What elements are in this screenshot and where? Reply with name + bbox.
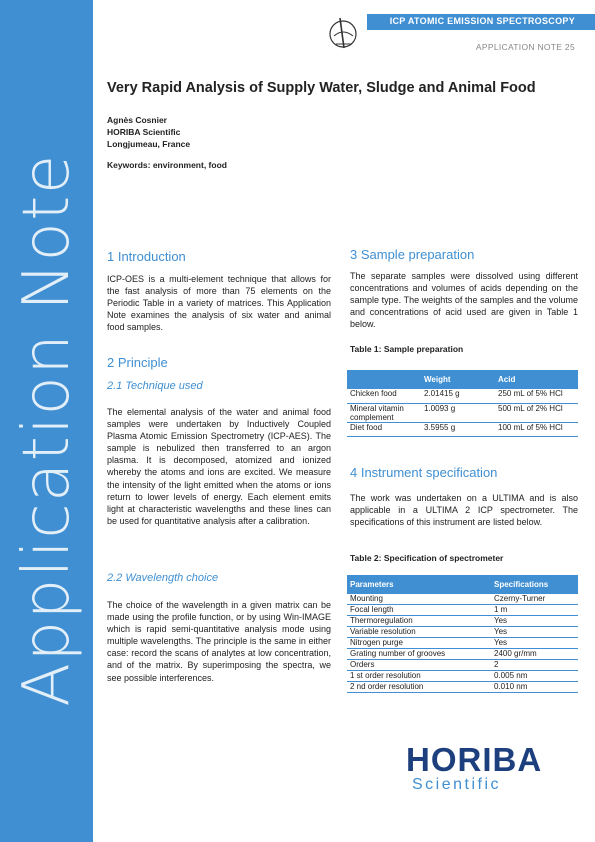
sample-paragraph xyxy=(350,270,578,330)
author-location: Longjumeau, France xyxy=(107,139,191,149)
table-cell: Yes xyxy=(491,616,578,627)
horiba-logo xyxy=(406,743,576,793)
table-sample-preparation xyxy=(347,370,578,437)
table-cell: Yes xyxy=(491,638,578,649)
table-row xyxy=(347,404,578,423)
vertical-title: Application Note xyxy=(10,153,84,707)
table1-header: Weight xyxy=(421,370,495,389)
heading-introduction: 1 Introduction xyxy=(107,249,186,264)
table-cell: Variable resolution xyxy=(347,627,491,638)
series-label: ICP ATOMIC EMISSION SPECTROSCOPY xyxy=(389,16,575,26)
table-cell: 2.01415 g xyxy=(421,389,495,404)
table-row xyxy=(347,389,578,404)
table-row xyxy=(347,682,578,693)
table-cell: Yes xyxy=(491,627,578,638)
note-number: APPLICATION NOTE 25 xyxy=(475,42,575,52)
table-cell: 0.005 nm xyxy=(491,671,578,682)
horiba-mark-icon xyxy=(326,14,362,52)
table-cell: 100 mL of 5% HCl xyxy=(495,423,578,437)
author-block xyxy=(107,114,190,150)
instrument-paragraph xyxy=(350,492,578,528)
author-company: HORIBA Scientific xyxy=(107,127,181,137)
table-cell: 1 m xyxy=(491,605,578,616)
technique-paragraph xyxy=(107,406,331,527)
table-row xyxy=(347,423,578,437)
table2-caption: Table 2: Specification of spectrometer xyxy=(350,553,504,563)
table-cell: 250 mL of 5% HCl xyxy=(495,389,578,404)
table-cell: 2400 gr/mm xyxy=(491,649,578,660)
table-cell: Chicken food xyxy=(347,389,421,404)
wavelength-paragraph xyxy=(107,599,331,684)
table-row xyxy=(347,638,578,649)
wavelength-text: The choice of the wavelength in a given matrix can be made using the profile function, or by using Win-IMAGE which is rapid semi-quantitative analysis mode using multiple wavelengths. The principle is the same in either case: record the scans of analytes at low concentration, and of the matrix. By superimposing the spectra, we see possible interferences. xyxy=(107,600,331,683)
technique-text: The elemental analysis of the water and animal food samples were undertaken by Inductively Coupled Plasma Atomic Emission Spectrometry (ICP-AES). The sample is nebulized then transferred to an argon plasma. It is decomposed, atomized and ionized whereby the atoms and ions are excited. We measure the intensity of the light emitted when the atoms or ions return to lower levels of energy. Each element emits light at characteristic wavelengths and these lines can be used for quantitative analysis after a calibration. xyxy=(107,407,331,526)
table-row xyxy=(347,660,578,671)
table1-caption: Table 1: Sample preparation xyxy=(350,344,464,354)
table1-header: Acid xyxy=(495,370,578,389)
table-cell: 2 nd order resolution xyxy=(347,682,491,693)
table2-header-row xyxy=(347,575,578,594)
table-cell: 1.0093 g xyxy=(421,404,495,423)
instrument-text: The work was undertaken on a ULTIMA and is also applicable in a ULTIMA 2 ICP spectrometer. The specifications of this instrument are listed below. xyxy=(350,493,578,528)
heading-technique: 2.1 Technique used xyxy=(107,380,203,392)
table-row xyxy=(347,616,578,627)
table-cell: 1 st order resolution xyxy=(347,671,491,682)
table-cell: Orders xyxy=(347,660,491,671)
sample-text: The separate samples were dissolved using different concentrations and volumes of acids depending on the sample type. The weights of the samples and the volume and concentrations of acid used are given in Table 1 below. xyxy=(350,271,578,330)
intro-paragraph xyxy=(107,273,331,333)
heading-principle: 2 Principle xyxy=(107,355,168,370)
table-cell: Nitrogen purge xyxy=(347,638,491,649)
table-spectrometer-spec xyxy=(347,575,578,693)
document-title: Very Rapid Analysis of Supply Water, Sludge and Animal Food xyxy=(107,80,536,96)
table-cell: Grating number of grooves xyxy=(347,649,491,660)
heading-sample-preparation: 3 Sample preparation xyxy=(350,247,475,262)
table-row xyxy=(347,594,578,605)
table2-header: Specifications xyxy=(491,575,578,594)
heading-instrument: 4 Instrument specification xyxy=(350,465,498,480)
sidebar-band xyxy=(0,0,93,842)
table-cell: 0.010 nm xyxy=(491,682,578,693)
intro-text: ICP-OES is a multi-element technique that allows for the fast analysis of more than 75 elements on the Periodic Table in a variety of matrices. This Application Note examines the analysis of six water and animal food samples. xyxy=(107,274,331,333)
table-cell: Focal length xyxy=(347,605,491,616)
table-cell: Diet food xyxy=(347,423,421,437)
table-cell: 2 xyxy=(491,660,578,671)
horiba-sub: Scientific xyxy=(412,776,502,793)
table-row xyxy=(347,605,578,616)
table-row xyxy=(347,627,578,638)
table-cell: 500 mL of 2% HCl xyxy=(495,404,578,423)
keywords: Keywords: environment, food xyxy=(107,160,227,170)
table-cell: Czerny-Turner xyxy=(491,594,578,605)
table2-header: Parameters xyxy=(347,575,491,594)
author-name: Agnès Cosnier xyxy=(107,115,167,125)
table-cell: Mineral vitamin complement xyxy=(347,404,421,423)
table1-header-row xyxy=(347,370,578,389)
table1-header xyxy=(347,370,421,389)
table-cell: Thermoregulation xyxy=(347,616,491,627)
table-cell: Mounting xyxy=(347,594,491,605)
heading-wavelength: 2.2 Wavelength choice xyxy=(107,572,219,584)
table-cell: 3.5955 g xyxy=(421,423,495,437)
horiba-brand: HORIBA xyxy=(406,741,543,778)
table-row xyxy=(347,649,578,660)
table-row xyxy=(347,671,578,682)
